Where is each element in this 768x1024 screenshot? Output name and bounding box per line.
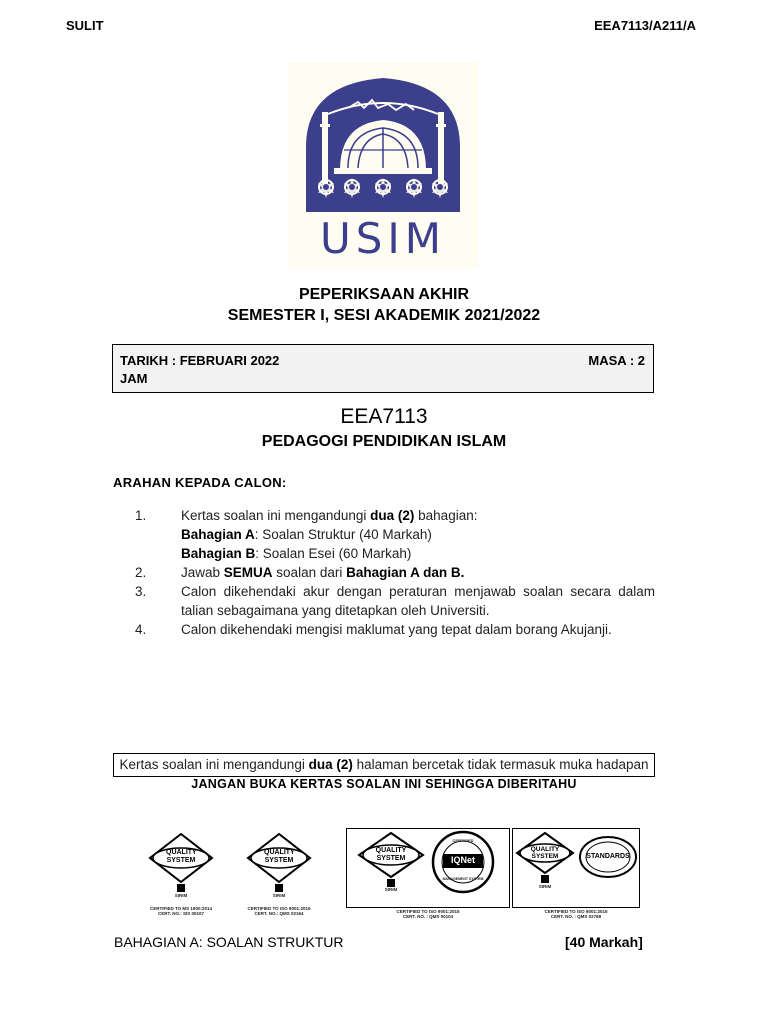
instructions-heading: ARAHAN KEPADA CALON: bbox=[113, 475, 287, 490]
cert-2-line-2: CERT. NO.: QMS 02164 bbox=[254, 911, 304, 916]
iqnet-label: IQNet bbox=[450, 855, 475, 865]
instruction-2: Jawab SEMUA soalan dari Bahagian A dan B. bbox=[181, 565, 465, 580]
sirim-label: SIRIM bbox=[272, 893, 286, 898]
instruction-1-part-b: Bahagian B: Soalan Esei (60 Markah) bbox=[181, 546, 412, 561]
exam-date: TARIKH : FEBRUARI 2022 bbox=[120, 353, 280, 368]
exam-info-box bbox=[112, 344, 654, 393]
cert-4-line-1: CERTIFIED TO ISO 9001:2015 bbox=[544, 909, 608, 914]
quality-system-badge-icon bbox=[142, 830, 220, 900]
standards-badge-icon bbox=[513, 829, 639, 891]
header-classification: SULIT bbox=[66, 18, 104, 33]
iqnet-certified-label: CERTIFIED bbox=[452, 838, 474, 843]
instruction-3: Calon dikehendaki akur dengan peraturan menjawab soalan secara dalam talian sebagaimana yang ditetapkan oleh Universiti. bbox=[181, 584, 655, 618]
usim-logo bbox=[288, 62, 478, 268]
course-name: PEDAGOGI PENDIDIKAN ISLAM bbox=[261, 433, 507, 450]
course-code: EEA7113 bbox=[340, 405, 428, 428]
instruction-1-line: Kertas soalan ini mengandungi dua (2) bahagian: bbox=[181, 508, 478, 523]
header-paper-code: EEA7113/A211/A bbox=[594, 18, 696, 33]
quality-system-label: QUALITY SYSTEM bbox=[166, 849, 197, 864]
instruction-1-part-a: Bahagian A: Soalan Struktur (40 Markah) bbox=[181, 527, 432, 542]
standards-label: STANDARDS bbox=[586, 853, 630, 860]
sirim-label: SIRIM bbox=[174, 893, 188, 898]
sirim-label: SIRIM bbox=[538, 884, 552, 889]
cert-1-line-1: CERTIFIED TO MS 1900:2014 bbox=[150, 906, 212, 911]
exam-duration-unit: JAM bbox=[120, 371, 148, 386]
instruction-number: 4. bbox=[135, 622, 147, 637]
iqnet-management-system-label: MANAGEMENT SYSTEM bbox=[442, 877, 484, 881]
instruction-4: Calon dikehendaki mengisi maklumat yang tepat dalam borang Akujanji. bbox=[181, 622, 612, 637]
exam-title: PEPERIKSAAN AKHIR bbox=[298, 286, 470, 303]
instruction-number: 2. bbox=[135, 565, 147, 580]
instruction-number: 3. bbox=[135, 584, 147, 599]
instruction-1 bbox=[181, 506, 655, 563]
cert-badge-1 bbox=[142, 830, 220, 918]
cert-badge-4 bbox=[512, 828, 640, 919]
cert-3-line-2: CERT. NO. : QMS 00104 bbox=[402, 914, 454, 919]
cert-1-line-2: CERT. NO.: SIS 00107 bbox=[157, 911, 205, 916]
quality-system-badge-icon bbox=[240, 830, 318, 900]
cert-badge-2 bbox=[240, 830, 318, 918]
do-not-open-warning: JANGAN BUKA KERTAS SOALAN INI SEHINGGA DIBERITAHU bbox=[191, 777, 577, 791]
cert-4-line-2: CERT. NO. : QMS 02769 bbox=[550, 914, 602, 919]
cert-badge-3 bbox=[346, 828, 510, 919]
quality-system-label: QUALITY SYSTEM bbox=[264, 849, 295, 864]
section-a-title: BAHAGIAN A: SOALAN STRUKTUR bbox=[114, 934, 344, 950]
exam-duration: MASA : 2 bbox=[588, 353, 645, 368]
section-a-marks: [40 Markah] bbox=[565, 934, 643, 950]
exam-session: SEMESTER I, SESI AKADEMIK 2021/2022 bbox=[227, 307, 541, 324]
cert-3-line-1: CERTIFIED TO ISO 9001:2015 bbox=[396, 909, 460, 914]
cert-2-line-1: CERTIFIED TO ISO 9001:2015 bbox=[247, 906, 311, 911]
quality-system-label: QUALITY SYSTEM bbox=[375, 847, 407, 862]
usim-logo-text: USIM bbox=[319, 214, 447, 263]
instruction-number: 1. bbox=[135, 508, 147, 523]
quality-system-label: QUALITY SYSTEM bbox=[530, 846, 560, 860]
page-count-note: Kertas soalan ini mengandungi dua (2) halaman bercetak tidak termasuk muka hadapan bbox=[113, 753, 655, 777]
sirim-label: SIRIM bbox=[384, 887, 398, 892]
